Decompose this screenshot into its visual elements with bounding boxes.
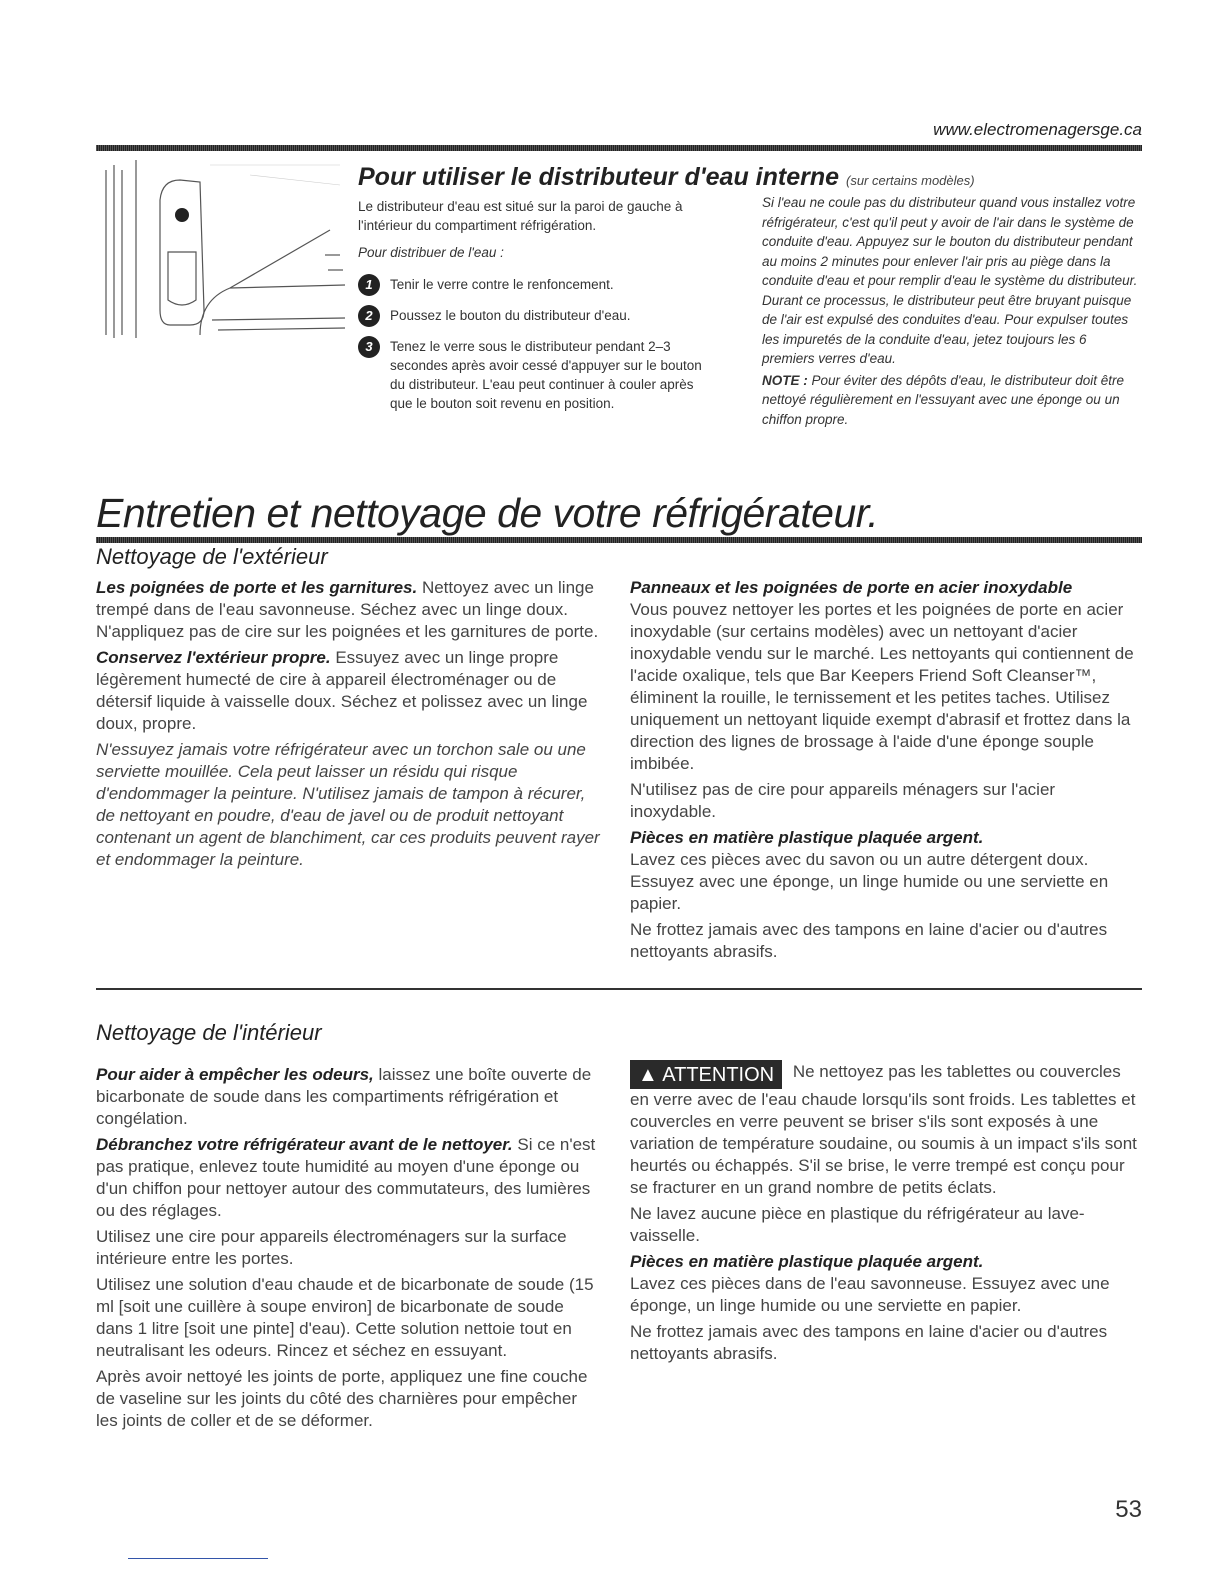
dispenser-title-note: (sur certains modèles) bbox=[845, 173, 975, 188]
dispenser-instructions bbox=[358, 197, 703, 423]
interior-silver-label: Pièces en matière plastique plaquée argent. bbox=[630, 1252, 984, 1271]
odor-text: laissez une boîte ouverte de bicarbonate de soude dans les compartiments réfrigération et congélation. bbox=[96, 1065, 592, 1128]
warning-icon: ▲ bbox=[638, 1064, 658, 1086]
silver-label: Pièces en matière plastique plaquée argent. bbox=[630, 828, 984, 847]
dishwasher-text: Ne lavez aucune pièce en plastique du réfrigérateur au lave-vaisselle. bbox=[630, 1204, 1085, 1245]
step-number-3: 3 bbox=[358, 336, 380, 358]
steel-text: Vous pouvez nettoyer les portes et les poignées de porte en acier inoxydable (sur certains modèles) avec un nettoyant d'acier inoxydable vendu sur le marché. Les nettoyants qui contiennent de l'acide oxalique, tels que Bar Keepers Friend Soft Cleanser™, éliminent la rouille, le ternissement et les petites taches. Utilisez uniquement un nettoyant liquide exempt d'abrasif et frottez dans la direction des lignes de brossage à l'aide d'une éponge souple imbibée. bbox=[630, 600, 1134, 773]
step-text-1: Tenir le verre contre le renfoncement. bbox=[390, 276, 614, 292]
interior-left-column bbox=[96, 1064, 596, 1436]
silver-text: Lavez ces pièces avec du savon ou un autre détergent doux. Essuyez avec une éponge, un linge humide ou une serviette en papier. bbox=[630, 850, 1109, 913]
unplug-label: Débranchez votre réfrigérateur avant de le nettoyer. bbox=[96, 1135, 513, 1154]
steel-label: Panneaux et les poignées de porte en acier inoxydable bbox=[630, 578, 1073, 597]
dispenser-howto-label: Pour distribuer de l'eau : bbox=[358, 245, 504, 260]
cleaning-note bbox=[762, 371, 1142, 430]
header-rule bbox=[96, 145, 1142, 151]
silver-text-2: Ne frottez jamais avec des tampons en laine d'acier ou d'autres nettoyants abrasifs. bbox=[630, 920, 1108, 961]
interior-right-column bbox=[630, 1060, 1140, 1369]
footer-line bbox=[128, 1558, 268, 1559]
steel-text-2: N'utilisez pas de cire pour appareils ménagers sur l'acier inoxydable. bbox=[630, 780, 1056, 821]
odor-paragraph bbox=[96, 1064, 596, 1130]
handles-label: Les poignées de porte et les garnitures. bbox=[96, 578, 418, 597]
step-text-2: Poussez le bouton du distributeur d'eau. bbox=[390, 307, 631, 323]
interior-silver-text-2: Ne frottez jamais avec des tampons en laine d'acier ou d'autres nettoyants abrasifs. bbox=[630, 1322, 1108, 1363]
exterior-right-column bbox=[630, 577, 1140, 967]
website-url: www.electromenagersge.ca bbox=[933, 120, 1142, 139]
clean-label: Conservez l'extérieur propre. bbox=[96, 648, 331, 667]
handles-text: Nettoyez avec un linge trempé dans de l'eau savonneuse. Séchez avec un linge doux. N'appliquez pas de cire sur les poignées et les garnitures de porte. bbox=[96, 578, 599, 641]
dispenser-intro: Le distributeur d'eau est situé sur la paroi de gauche à l'intérieur du compartiment réfrigération. bbox=[358, 199, 683, 233]
wax-text: Utilisez une cire pour appareils électroménagers sur la surface intérieure entre les portes. bbox=[96, 1227, 567, 1268]
dispenser-title: Pour utiliser le distributeur d'eau interne (sur certains modèles) bbox=[358, 163, 975, 191]
title-rule bbox=[96, 537, 1142, 543]
attention-text: Ne nettoyez pas les tablettes ou couvercles en verre avec de l'eau chaude lorsqu'ils sont froids. Les tablettes et couvercles en verre peuvent se briser s'ils sont exposés à une variation de température soudaine, ou soumis à un impact s'ils sont heurtés ou échappés. S'il se brise, le verre trempé est conçu pour se fracturer en un grand nombre de petits éclats. bbox=[630, 1062, 1137, 1197]
attention-paragraph bbox=[630, 1060, 1140, 1199]
exterior-warning: N'essuyez jamais votre réfrigérateur avec un torchon sale ou une serviette mouillée. Cela peut laisser un résidu qui risque d'endommager la peinture. N'utilisez jamais de tampon à récurer, de nettoyant en poudre, d'eau de javel ou de produit nettoyant contenant un agent de blanchiment, car ces produits peuvent rayer et endommager la peinture. bbox=[96, 740, 600, 869]
dispenser-step-2 bbox=[358, 306, 703, 327]
step-text-3: Tenez le verre sous le distributeur pendant 2–3 secondes après avoir cessé d'appuyer sur le bouton du distributeur. L'eau peut continuer à couler après que le bouton soit revenu en position. bbox=[390, 338, 702, 411]
step-number-1: 1 bbox=[358, 274, 380, 296]
unplug-text: Si ce n'est pas pratique, enlevez toute humidité au moyen d'une éponge ou d'un chiffon pour nettoyer autour des commutateurs, des lumières ou des réglages. bbox=[96, 1135, 596, 1220]
step-number-2: 2 bbox=[358, 305, 380, 327]
interior-heading: Nettoyage de l'intérieur bbox=[96, 1020, 322, 1045]
handles-paragraph bbox=[96, 577, 606, 643]
exterior-heading: Nettoyage de l'extérieur bbox=[96, 544, 328, 569]
clean-text: Essuyez avec un linge propre légèrement humecté de cire à appareil électroménager ou de détersif liquide à vaisselle doux. Séchez et polissez avec un linge doux, propre. bbox=[96, 648, 588, 733]
unplug-paragraph bbox=[96, 1134, 596, 1222]
odor-label: Pour aider à empêcher les odeurs, bbox=[96, 1065, 374, 1084]
dispenser-side-note bbox=[762, 193, 1142, 429]
gasket-text: Après avoir nettoyé les joints de porte, appliquez une fine couche de vaseline sur les joints du côté des charnières pour empêcher les joints de coller et de se déformer. bbox=[96, 1367, 588, 1430]
note-text: Pour éviter des dépôts d'eau, le distributeur doit être nettoyé régulièrement en l'essuyant avec une éponge ou un chiffon propre. bbox=[762, 372, 1125, 427]
exterior-left-column bbox=[96, 577, 606, 875]
page-number: 53 bbox=[1115, 1496, 1142, 1523]
page-title: Entretien et nettoyage de votre réfrigérateur. bbox=[96, 490, 879, 536]
interior-silver-text: Lavez ces pièces dans de l'eau savonneuse. Essuyez avec une éponge, un linge humide ou une serviette en papier. bbox=[630, 1274, 1110, 1315]
note-label: NOTE : bbox=[762, 372, 808, 388]
solution-text: Utilisez une solution d'eau chaude et de bicarbonate de soude (15 ml [soit une cuillère à soupe environ] de bicarbonate de soude dans 1 litre [soit une pinte] d'eau). Cette solution nettoie tout en neutralisant les odeurs. Rincez et séchez en essuyant. bbox=[96, 1275, 594, 1360]
attention-badge bbox=[630, 1060, 782, 1089]
dispenser-step-3 bbox=[358, 337, 703, 413]
air-purge-note: Si l'eau ne coule pas du distributeur quand vous installez votre réfrigérateur, c'est qu'il peut y avoir de l'air dans le système de conduite d'eau. Appuyez sur le bouton du distributeur pendant au moins 2 minutes pour enlever l'air pris au piège dans la conduite d'eau et pour remplir d'eau le système du distributeur. Durant ce processus, le distributeur peut être bruyant puisque de l'air est expulsé des conduites d'eau. Pour expulser toutes les impuretés de la conduite d'eau, jetez toujours les 6 premiers verres d'eau. bbox=[762, 195, 1138, 366]
clean-paragraph bbox=[96, 647, 606, 735]
section-divider bbox=[96, 988, 1142, 990]
dispenser-button-icon bbox=[175, 208, 189, 222]
dispenser-illustration bbox=[100, 160, 345, 340]
attention-label: ATTENTION bbox=[662, 1064, 775, 1086]
dispenser-step-1 bbox=[358, 275, 703, 296]
